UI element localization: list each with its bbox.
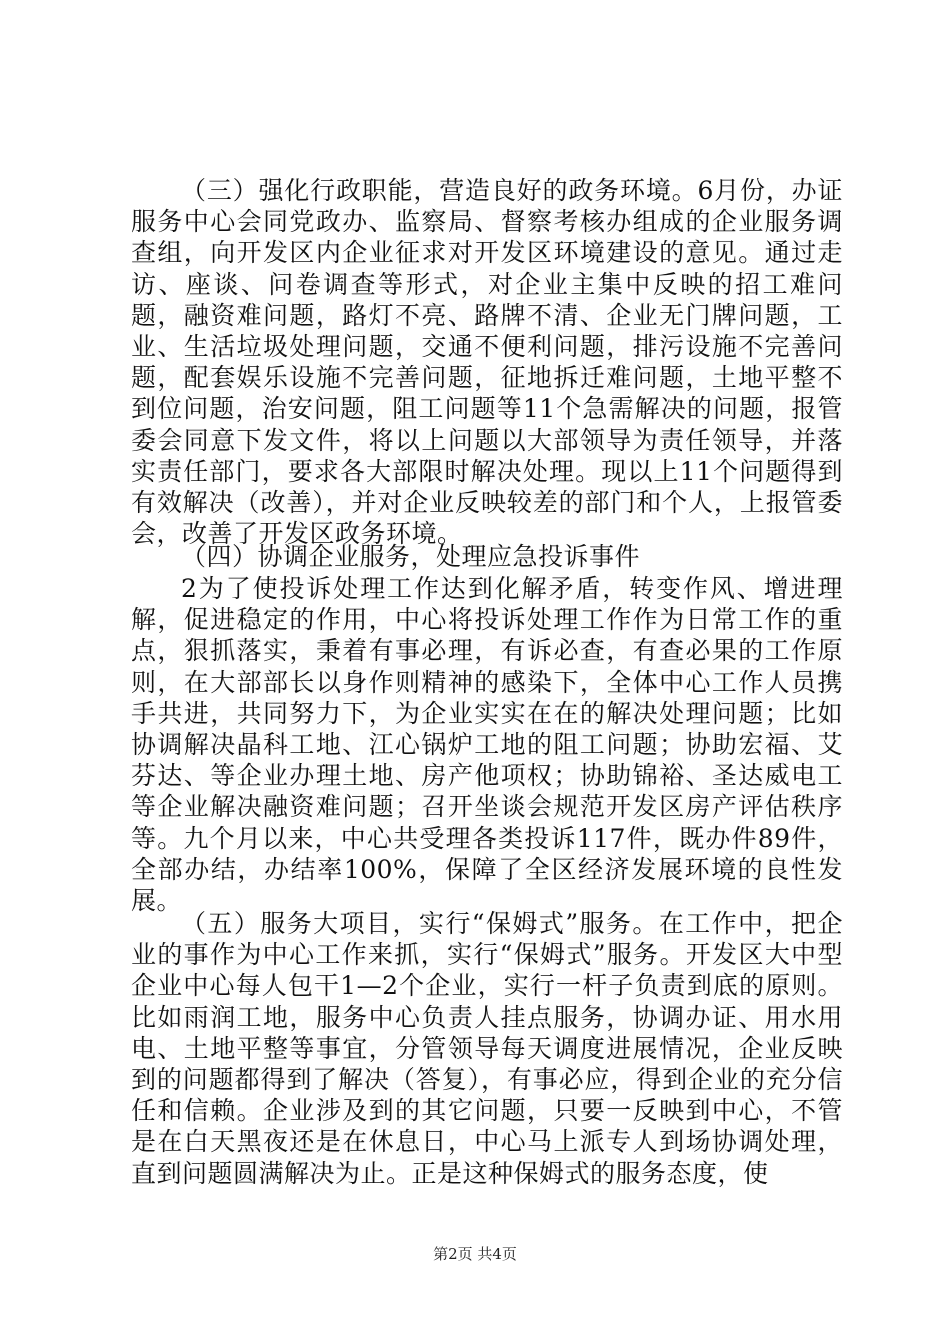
paragraph-section-4-heading: （四）协调企业服务，处理应急投诉事件 [181,542,641,571]
paragraph-section-4-body: 2为了使投诉处理工作达到化解矛盾，转变作风、增进理解，促进稳定的作用，中心将投诉处理工作作为日常工作的重点，狠抓落实，秉着有事必理，有诉必查，有查必果的工作原则，在大部部长以身作则精神的感染下，全体中心工作人员携手共进，共同努力下，为企业实实在在的解决处理问题；比如协调解决晶科工地、江心锅炉工地的阻工问题；协助宏福、艾芬达、等企业办理土地、房产他项权；协助锦裕、圣达威电工等企业解决融资难问题；召开坐谈会规范开发区房产评估秩序等。九个月以来，中心共受理各类投诉117件，既办件89件，全部办结，办结率100%，保障了全区经济发展环境的良性发展。 [131,574,843,916]
page-number-footer: 第2页 共4页 [433,1245,517,1263]
paragraph-section-3: （三）强化行政职能，营造良好的政务环境。6月份，办证服务中心会同党政办、监察局、督察考核办组成的企业服务调查组，向开发区内企业征求对开发区环境建设的意见。通过走访、座谈、问卷调查等形式，对企业主集中反映的招工难问题，融资难问题，路灯不亮、路牌不清、企业无门牌问题，工业、生活垃圾处理问题，交通不便利问题，排污设施不完善问题，配套娱乐设施不完善问题，征地拆迁难问题，土地平整不到位问题，治安问题，阻工问题等11个急需解决的问题，报管委会同意下发文件，将以上问题以大部领导为责任领导，并落实责任部门，要求各大部限时解决处理。现以上11个问题得到有效解决（改善），并对企业反映较差的部门和个人，上报管委会，改善了开发区政务环境。 [131,176,843,549]
paragraph-section-5: （五）服务大项目，实行“保姆式”服务。在工作中，把企业的事作为中心工作来抓，实行“保姆式”服务。开发区大中型企业中心每人包干1—2个企业，实行一杆子负责到底的原则。比如雨润工地，服务中心负责人挂点服务，协调办证、用水用电、土地平整等事宜，分管领导每天调度进展情况，企业反映到的问题都得到了解决（答复），有事必应，得到企业的充分信任和信赖。企业涉及到的其它问题，只要一反映到中心，不管是在白天黑夜还是在休息日，中心马上派专人到场协调处理，直到问题圆满解决为止。正是这种保姆式的服务态度，使 [131,909,843,1188]
